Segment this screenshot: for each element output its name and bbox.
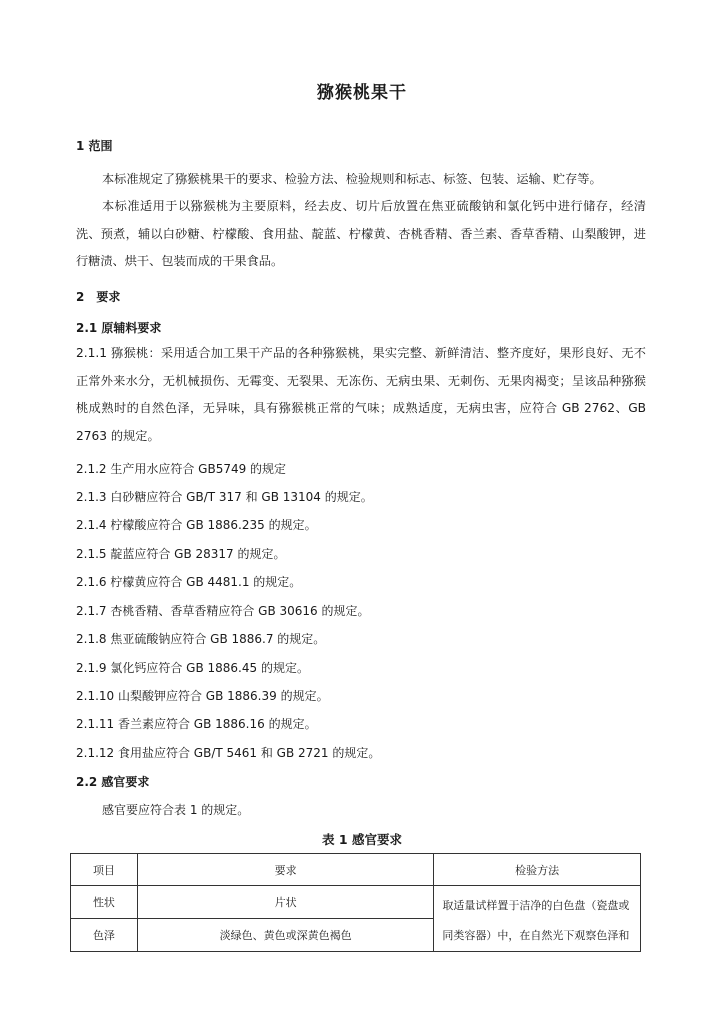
table-row (71, 886, 641, 919)
table-header-item: 项目 (71, 854, 138, 886)
sensory-table (70, 853, 641, 952)
table-cell-requirement: 片状 (137, 886, 433, 919)
requirement-item-tartrazine: 2.1.6 柠檬黄应符合 GB 4481.1 的规定。 (76, 575, 302, 589)
subsection-heading-sensory: 2.2 感官要求 (76, 775, 150, 789)
table-cell-requirement: 淡绿色、黄色或深黄色褐色 (137, 919, 433, 952)
requirement-item-citric-acid: 2.1.4 柠檬酸应符合 GB 1886.235 的规定。 (76, 518, 317, 532)
requirement-item-salt: 2.1.12 食用盐应符合 GB/T 5461 和 GB 2721 的规定。 (76, 746, 381, 760)
requirement-item-water: 2.1.2 生产用水应符合 GB5749 的规定 (76, 462, 287, 476)
requirement-item-indigo: 2.1.5 靛蓝应符合 GB 28317 的规定。 (76, 547, 286, 561)
requirement-item-kiwi: 2.1.1 猕猴桃：采用适合加工果干产品的各种猕猴桃，果实完整、新鲜清洁、整齐度好，果形良好、无不正常外来水分，无机械损伤、无霉变、无裂果、无冻伤、无病虫果、无刺伤、无果肉褐变；呈该品种猕猴桃成熟时的自然色泽，无异味，具有猕猴桃正常的气味；成熟适度，无病虫害，应符合 GB 2762、GB 2763 的规定。 (76, 346, 646, 443)
requirement-item-calcium-chloride: 2.1.9 氯化钙应符合 GB 1886.45 的规定。 (76, 661, 309, 675)
section-heading-scope: 1 范围 (76, 139, 113, 153)
table-cell-item: 性状 (71, 886, 138, 919)
table-header-row (71, 854, 641, 886)
table-cell-item: 色泽 (71, 919, 138, 952)
requirement-item-sugar: 2.1.3 白砂糖应符合 GB/T 317 和 GB 13104 的规定。 (76, 490, 373, 504)
requirement-item-potassium-sorbate: 2.1.10 山梨酸钾应符合 GB 1886.39 的规定。 (76, 689, 329, 703)
scope-paragraph-2: 本标准适用于以猕猴桃为主要原料，经去皮、切片后放置在焦亚硫酸钠和氯化钙中进行储存，经清洗、预煮，辅以白砂糖、柠檬酸、食用盐、靛蓝、柠檬黄、杏桃香精、香兰素、香草香精、山梨酸钾，进行糖渍、烘干、包装而成的干果食品。 (76, 199, 646, 268)
document-title: 猕猴桃果干 (317, 83, 407, 103)
table-header-requirement: 要求 (137, 854, 433, 886)
requirement-item-flavors: 2.1.7 杏桃香精、香草香精应符合 GB 30616 的规定。 (76, 604, 370, 618)
subsection-heading-materials: 2.1 原辅料要求 (76, 321, 162, 335)
scope-paragraph-1: 本标准规定了猕猴桃果干的要求、检验方法、检验规则和标志、标签、包装、运输、贮存等。 (102, 172, 602, 186)
table-cell-method: 取适量试样置于洁净的白色盘（瓷盘或同类容器）中，在自然光下观察色泽和 (434, 886, 641, 952)
table-caption: 表 1 感官要求 (322, 832, 402, 847)
table-header-method: 检验方法 (434, 854, 641, 886)
requirement-item-metabisulfite: 2.1.8 焦亚硫酸钠应符合 GB 1886.7 的规定。 (76, 632, 326, 646)
section-heading-requirements: 2 要求 (76, 290, 121, 304)
requirement-item-vanillin: 2.1.11 香兰素应符合 GB 1886.16 的规定。 (76, 717, 317, 731)
sensory-intro: 感官要应符合表 1 的规定。 (102, 803, 250, 817)
